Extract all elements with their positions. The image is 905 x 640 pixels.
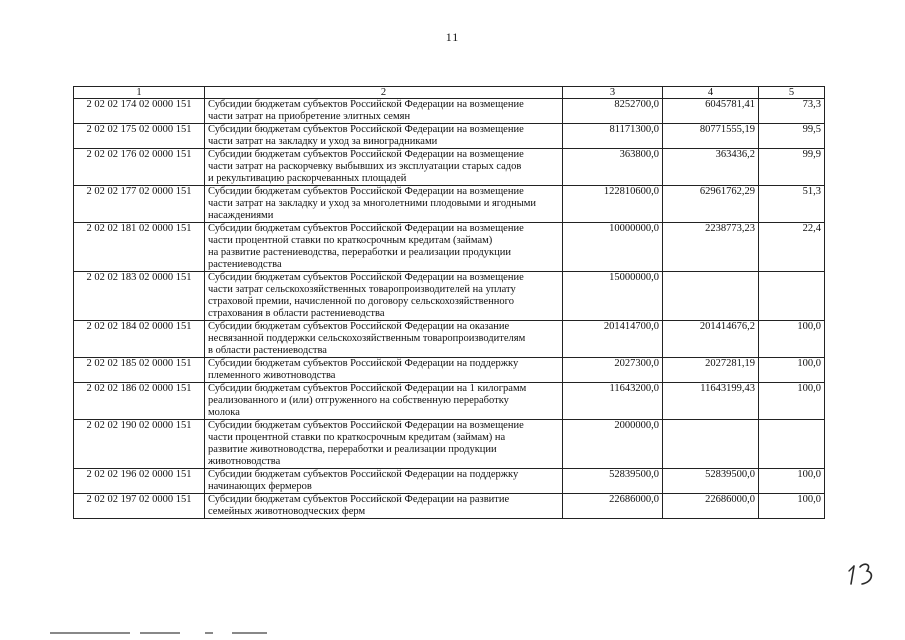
item-description: Субсидии бюджетам субъектов Российской Федерации на возмещение части затрат сельскохозяйственных товаропроизводителей на уплату страховой премии, начисленной по договору сельскохозяйственного страхования в области растениеводства xyxy=(205,272,563,321)
execution-percent: 51,3 xyxy=(759,186,825,223)
table-row xyxy=(74,124,825,149)
item-description: Субсидии бюджетам субъектов Российской Федерации на возмещение части процентной ставки по краткосрочным кредитам (займам) на развитие растениеводства, переработки и реализации продукции растениеводства xyxy=(205,223,563,272)
budget-code: 2 02 02 184 02 0000 151 xyxy=(74,321,205,358)
execution-percent: 99,9 xyxy=(759,149,825,186)
table-row xyxy=(74,99,825,124)
planned-amount: 122810600,0 xyxy=(563,186,663,223)
item-description: Субсидии бюджетам субъектов Российской Федерации на возмещение части процентной ставки по краткосрочным кредитам (займам) на развитие животноводства, переработки и реализации продукции животноводства xyxy=(205,420,563,469)
actual-amount: 363436,2 xyxy=(663,149,759,186)
item-description: Субсидии бюджетам субъектов Российской Федерации на оказание несвязанной поддержки сельскохозяйственным товаропроизводителям в области растениеводства xyxy=(205,321,563,358)
execution-percent xyxy=(759,272,825,321)
table-row xyxy=(74,321,825,358)
actual-amount: 2027281,19 xyxy=(663,358,759,383)
column-header-percent: 5 xyxy=(759,87,825,99)
table-row xyxy=(74,469,825,494)
actual-amount: 62961762,29 xyxy=(663,186,759,223)
column-header-code: 1 xyxy=(74,87,205,99)
execution-percent xyxy=(759,420,825,469)
actual-amount: 80771555,19 xyxy=(663,124,759,149)
table-row xyxy=(74,358,825,383)
execution-percent: 22,4 xyxy=(759,223,825,272)
actual-amount xyxy=(663,272,759,321)
planned-amount: 2027300,0 xyxy=(563,358,663,383)
budget-code: 2 02 02 176 02 0000 151 xyxy=(74,149,205,186)
planned-amount: 201414700,0 xyxy=(563,321,663,358)
actual-amount: 201414676,2 xyxy=(663,321,759,358)
execution-percent: 100,0 xyxy=(759,469,825,494)
budget-code: 2 02 02 177 02 0000 151 xyxy=(74,186,205,223)
actual-amount: 6045781,41 xyxy=(663,99,759,124)
planned-amount: 11643200,0 xyxy=(563,383,663,420)
budget-code: 2 02 02 197 02 0000 151 xyxy=(74,494,205,519)
budget-code: 2 02 02 185 02 0000 151 xyxy=(74,358,205,383)
actual-amount: 52839500,0 xyxy=(663,469,759,494)
budget-code: 2 02 02 181 02 0000 151 xyxy=(74,223,205,272)
item-description: Субсидии бюджетам субъектов Российской Федерации на возмещение части затрат на закладку и уход за виноградниками xyxy=(205,124,563,149)
table-row xyxy=(74,186,825,223)
scan-artifact xyxy=(232,632,267,634)
item-description: Субсидии бюджетам субъектов Российской Федерации на поддержку племенного животноводства xyxy=(205,358,563,383)
page-number: 11 xyxy=(445,30,460,44)
scan-artifact xyxy=(140,632,180,634)
planned-amount: 8252700,0 xyxy=(563,99,663,124)
budget-code: 2 02 02 175 02 0000 151 xyxy=(74,124,205,149)
budget-code: 2 02 02 183 02 0000 151 xyxy=(74,272,205,321)
planned-amount: 22686000,0 xyxy=(563,494,663,519)
column-header-name: 2 xyxy=(205,87,563,99)
column-header-actual: 4 xyxy=(663,87,759,99)
actual-amount: 22686000,0 xyxy=(663,494,759,519)
table-row xyxy=(74,223,825,272)
handwritten-page-mark xyxy=(848,560,882,588)
item-description: Субсидии бюджетам субъектов Российской Федерации на развитие семейных животноводческих ферм xyxy=(205,494,563,519)
scan-artifact xyxy=(205,632,213,634)
scan-artifact xyxy=(50,632,130,634)
execution-percent: 73,3 xyxy=(759,99,825,124)
actual-amount: 2238773,23 xyxy=(663,223,759,272)
execution-percent: 100,0 xyxy=(759,321,825,358)
planned-amount: 15000000,0 xyxy=(563,272,663,321)
actual-amount xyxy=(663,420,759,469)
planned-amount: 2000000,0 xyxy=(563,420,663,469)
column-header-planned: 3 xyxy=(563,87,663,99)
budget-code: 2 02 02 174 02 0000 151 xyxy=(74,99,205,124)
execution-percent: 99,5 xyxy=(759,124,825,149)
table-header-row xyxy=(74,87,825,99)
budget-code: 2 02 02 190 02 0000 151 xyxy=(74,420,205,469)
planned-amount: 81171300,0 xyxy=(563,124,663,149)
table-row xyxy=(74,494,825,519)
planned-amount: 10000000,0 xyxy=(563,223,663,272)
planned-amount: 363800,0 xyxy=(563,149,663,186)
actual-amount: 11643199,43 xyxy=(663,383,759,420)
budget-table xyxy=(73,86,825,519)
budget-code: 2 02 02 196 02 0000 151 xyxy=(74,469,205,494)
table-row xyxy=(74,420,825,469)
table-row xyxy=(74,383,825,420)
item-description: Субсидии бюджетам субъектов Российской Федерации на возмещение части затрат на приобретение элитных семян xyxy=(205,99,563,124)
execution-percent: 100,0 xyxy=(759,358,825,383)
planned-amount: 52839500,0 xyxy=(563,469,663,494)
budget-code: 2 02 02 186 02 0000 151 xyxy=(74,383,205,420)
item-description: Субсидии бюджетам субъектов Российской Федерации на 1 килограмм реализованного и (или) отгруженного на собственную переработку молока xyxy=(205,383,563,420)
execution-percent: 100,0 xyxy=(759,383,825,420)
item-description: Субсидии бюджетам субъектов Российской Федерации на возмещение части затрат на закладку и уход за многолетними плодовыми и ягодными насаждениями xyxy=(205,186,563,223)
item-description: Субсидии бюджетам субъектов Российской Федерации на возмещение части затрат на раскорчевку выбывших из эксплуатации старых садов и рекультивацию раскорчеванных площадей xyxy=(205,149,563,186)
item-description: Субсидии бюджетам субъектов Российской Федерации на поддержку начинающих фермеров xyxy=(205,469,563,494)
table-row xyxy=(74,149,825,186)
execution-percent: 100,0 xyxy=(759,494,825,519)
table-row xyxy=(74,272,825,321)
